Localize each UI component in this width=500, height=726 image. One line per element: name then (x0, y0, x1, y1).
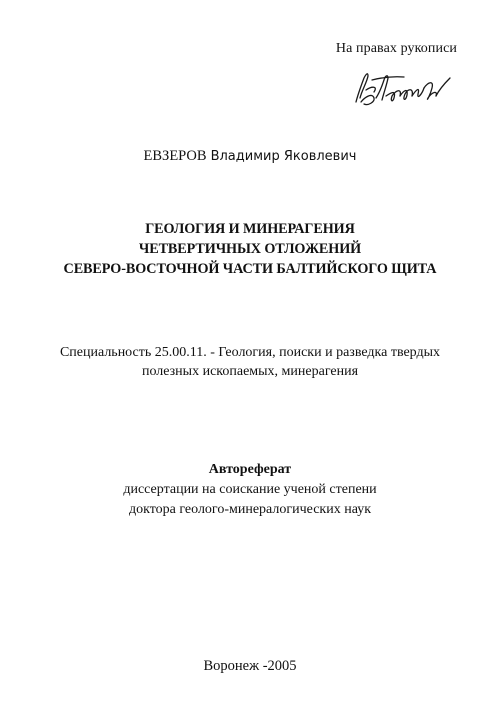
title-line: ГЕОЛОГИЯ И МИНЕРАГЕНИЯ (145, 221, 355, 237)
title-line: ЧЕТВЕРТИЧНЫХ ОТЛОЖЕНИЙ (138, 241, 362, 257)
handwritten-signature (352, 68, 462, 118)
dissertation-title (0, 219, 500, 279)
rights-note: На правах рукописи (335, 41, 457, 56)
specialty-line: Специальность 25.00.11. - Геология, поиски и разведка твердых (59, 345, 441, 360)
specialty-line: полезных ископаемых, минерагения (141, 364, 359, 379)
abstract-heading: Автореферат (208, 462, 292, 477)
abstract-block (0, 460, 500, 520)
author-given-names: Владимир Яковлевич (210, 149, 357, 164)
specialty-block (0, 343, 500, 381)
title-line: СЕВЕРО-ВОСТОЧНОЙ ЧАСТИ БАЛТИЙСКОГО ЩИТА (63, 261, 437, 277)
abstract-line: диссертации на соискание ученой степени (123, 482, 377, 497)
place-year: Воронеж -2005 (203, 658, 297, 674)
author-name (0, 148, 500, 165)
abstract-line: доктора геолого-минералогических наук (128, 502, 372, 517)
author-surname: ЕВЗЕРОВ (143, 148, 207, 164)
